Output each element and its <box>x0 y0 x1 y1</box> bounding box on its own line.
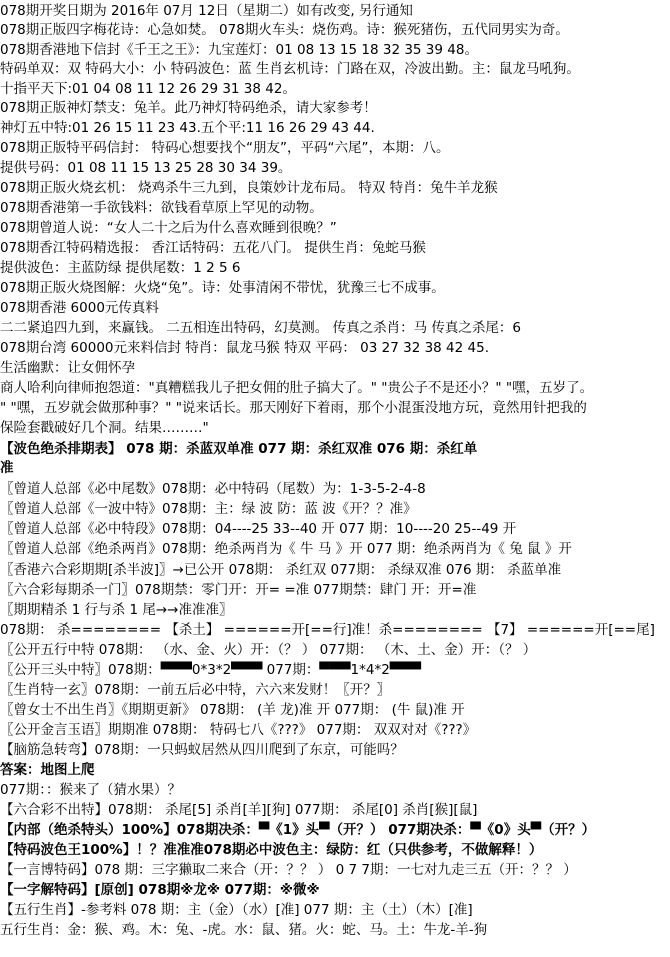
text-line: 〖曾道人总部《必中尾数》078期：必中特码（尾数）为：1-3-5-2-4-8 <box>0 481 426 497</box>
text-line: 078期正版特平码信封： 特码心想要找个“朋友”，平码“六尾”，本期：八。 <box>0 140 450 156</box>
text-line: 五行生肖：金：猴、鸡。木：兔、-虎。水：鼠、猪。火：蛇、马。土：牛龙-羊-狗 <box>0 922 488 938</box>
text-line: 提供波色：主蓝防绿 提供尾数：1 2 5 6 <box>0 260 241 276</box>
text-line: 〖期期精杀 1 行与杀 1 尾→→准准准〗 <box>0 602 233 618</box>
text-line: 【内部（绝杀特头）100%】078期决杀：▀《1》头▀（开？） 077期决杀：▀《0》头▀（开？） <box>0 822 596 838</box>
text-line: 078期： 杀======== 【杀土】 ======开[==行]准！杀======== 【7】 ======开[==尾] <box>0 622 655 638</box>
text-line: 〖生肖特一玄〗078期：一前五后必中特，六六来发财！〖开？〗 <box>0 682 391 698</box>
text-line: 〖香港六合彩期期[杀半波]〗→已公开 078期： 杀红双 077期： 杀绿双准 076 期： 杀蓝单准 <box>0 562 562 578</box>
text-line: 十指平天下:01 04 08 11 12 26 29 31 38 42。 <box>0 81 296 97</box>
text-line: 078期正版神灯禁支：兔羊。此乃神灯特码绝杀，请大家参考！ <box>0 100 377 116</box>
text-line: 〖公开三头中特〗078期：▀▀▀0*3*2▀▀▀ 077期：▀▀▀1*4*2▀▀▀ <box>0 662 421 678</box>
text-line: 〖公开五行中特 078期： （水、金、火）开：（？ ） 077期： （木、土、金）开：（？ ） <box>0 642 537 658</box>
text-line: 【一字解特码】[原创] 078期※龙※ 077期：※微※ <box>0 882 320 898</box>
text-line: 078期正版火烧图解：火烧“兔”。诗：处事清闲不带忧，犹豫三七不成事。 <box>0 280 445 296</box>
text-line: 078期香港地下信封《千王之王》：九宝莲灯：01 08 13 15 18 32 35 39 48。 <box>0 42 478 58</box>
text-line: 特码单双：双 特码大小：小 特码波色：蓝 生肖玄机诗：门路在双，冷波出勤。主：鼠龙马吼狗。 <box>0 61 580 77</box>
text-line: 答案：地图上爬 <box>0 762 95 778</box>
text-line: 078期曾道人说：“女人二十之后为什么喜欢睡到很晚？” <box>0 220 337 236</box>
text-line: 078期香江特码精选报： 香江话特码：五花八门。 提供生肖：兔蛇马猴 <box>0 240 426 256</box>
text-line: 〖公开金言玉语〗期期准 078期： 特码七八《???》 077期： 双双对对《???》 <box>0 722 477 738</box>
text-line: 077期：：猴来了（猜水果）？ <box>0 782 182 798</box>
text-line: 生活幽默：让女佣怀孕 <box>0 360 135 376</box>
text-line: 〖曾道人总部《绝杀两肖》078期：绝杀两肖为《 牛 马 》开 077 期：绝杀两肖为《 兔 鼠 》开 <box>0 541 572 557</box>
text-line: 【一言博特码】078 期：三字獭取二来合（开：？？ ） 0 7 7期：一七对九走三五（开：？？ ） <box>0 862 577 878</box>
text-line: 078期正版火烧玄机： 烧鸡杀牛三九到，良策妙计龙布局。 特双 特肖：兔牛羊龙猴 <box>0 180 498 196</box>
text-line: 准 <box>0 460 14 476</box>
text-line: 〖曾道人总部《一波中特》078期：主：绿 波 防：蓝 波《开？？准》 <box>0 501 417 517</box>
text-line: 078期开奖日期为 2016年 07月 12日（星期二）如有改变, 另行通知 <box>0 3 413 19</box>
text-line: 〖曾道人总部《必中特段》078期：04----25 33--40 开 077 期：10----20 25--49 开 <box>0 521 517 537</box>
text-line: 【五行生肖】-参考料 078 期：主（金）（水）[准] 077 期：主（土）（木）[准] <box>0 902 473 918</box>
text-line: 〖六合彩每期杀一门〗078期禁：零门开：开= =准 077期禁：肆门 开：开=准 <box>0 582 477 598</box>
text-line: 【六合彩不出特】078期： 杀尾[5] 杀肖[羊][狗] 077期： 杀尾[0] 杀肖[猴][鼠] <box>0 802 478 818</box>
text-line: 【脑筋急转弯】078期：一只蚂蚁居然从四川爬到了东京，可能吗？ <box>0 742 404 758</box>
text-line: 提供号码：01 08 11 15 13 25 28 30 34 39。 <box>0 160 292 176</box>
text-line: 078期正版四字梅花诗：心急如焚。 078期火车头：烧伤鸡。诗：猴死猪伤，五代同男实为奇。 <box>0 22 569 38</box>
text-line: 商人哈利向律师抱怨道："真糟糕我儿子把女佣的肚子搞大了。" "贵公子不是还小？" "嘿，五岁了。 <box>0 380 594 396</box>
text-line: 078期台湾 60000元来料信封 特肖：鼠龙马猴 特双 平码： 03 27 32 38 42 45. <box>0 340 489 356</box>
text-line: 神灯五中特:01 26 15 11 23 43.五个平:11 16 26 29 43 44. <box>0 120 375 136</box>
text-line: 078期香港第一手欲钱料：欲钱看草原上罕见的动物。 <box>0 200 323 216</box>
text-line: 〖曾女士不出生肖〗《期期更新》 078期： (羊 龙)准 开 077期： (牛 鼠)准 开 <box>0 702 465 718</box>
section-header-wave-kill: 【波色绝杀排期表】 078 期：杀蓝双单准 077 期：杀红双准 076 期：杀红单 <box>0 441 478 457</box>
text-line: 【特码波色王100%】！？准准准078期必中波色主：绿防：红（只供参考，不做解释！） <box>0 842 543 858</box>
text-line: 二二紧追四九到，来赢钱。 二五相连出特码，幻莫测。 传真之杀肖：马 传真之杀尾：6 <box>0 320 521 336</box>
text-line: 078期香港 6000元传真料 <box>0 300 159 316</box>
text-line: 保险套戳破好几个洞。结果………" <box>0 420 209 436</box>
text-line: " "嘿，五岁就会做那种事？" "说来话长。那天刚好下着雨，那个小混蛋没地方玩，竟然用针把我的 <box>0 400 587 416</box>
